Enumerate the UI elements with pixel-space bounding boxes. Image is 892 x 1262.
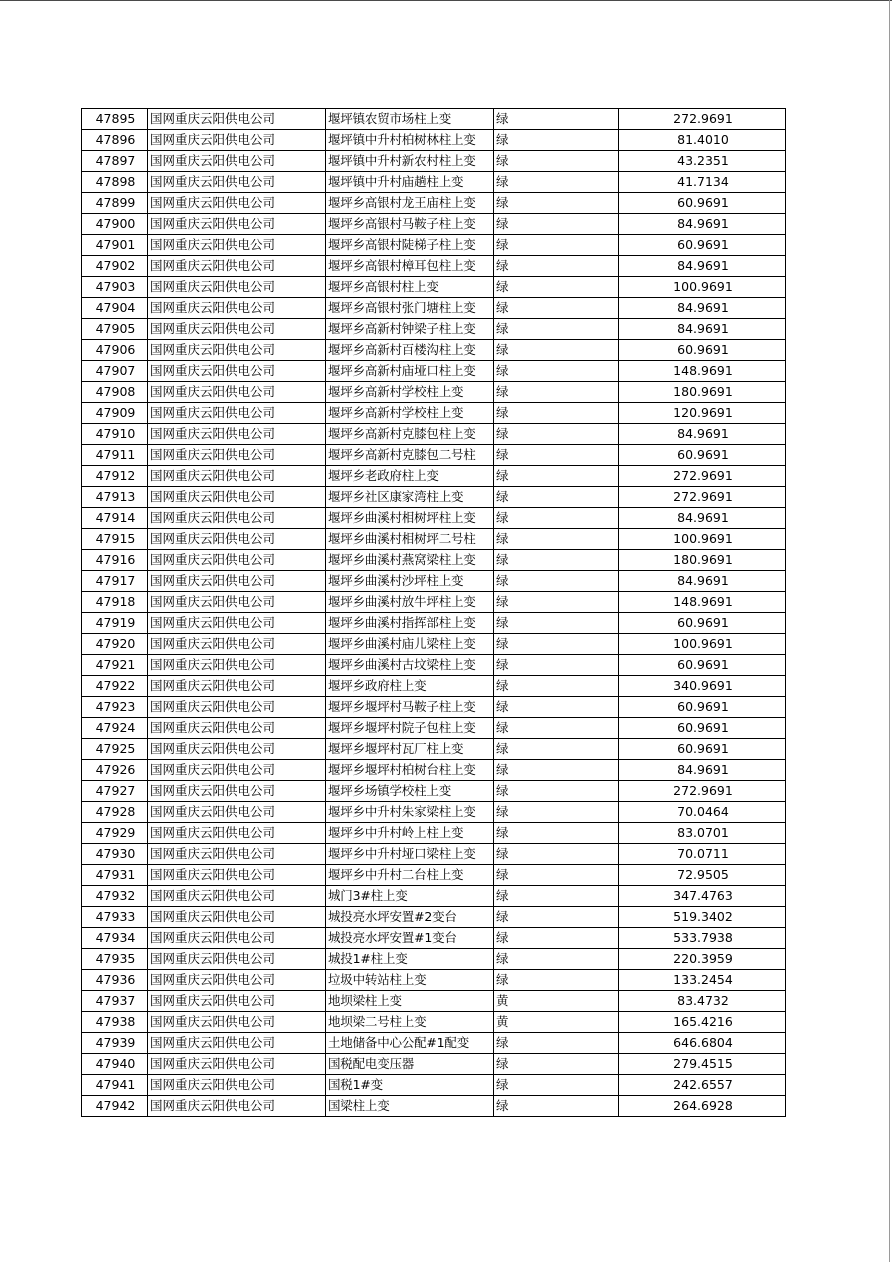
transformer-name-cell: 堰坪乡高新村钟梁子柱上变 [326,319,494,340]
transformer-name-cell: 城投亮水坪安置#1变台 [326,928,494,949]
value-cell: 60.9691 [619,739,786,760]
value-cell: 81.4010 [619,130,786,151]
company-cell: 国网重庆云阳供电公司 [148,676,326,697]
company-cell: 国网重庆云阳供电公司 [148,235,326,256]
row-id-cell: 47922 [82,676,148,697]
row-id-cell: 47896 [82,130,148,151]
table-row [82,529,786,550]
value-cell: 133.2454 [619,970,786,991]
status-cell: 绿 [494,445,619,466]
status-cell: 绿 [494,739,619,760]
row-id-cell: 47936 [82,970,148,991]
row-id-cell: 47918 [82,592,148,613]
table-row [82,760,786,781]
value-cell: 43.2351 [619,151,786,172]
value-cell: 272.9691 [619,781,786,802]
value-cell: 272.9691 [619,466,786,487]
row-id-cell: 47902 [82,256,148,277]
company-cell: 国网重庆云阳供电公司 [148,571,326,592]
value-cell: 70.0464 [619,802,786,823]
company-cell: 国网重庆云阳供电公司 [148,1033,326,1054]
value-cell: 264.6928 [619,1096,786,1117]
company-cell: 国网重庆云阳供电公司 [148,655,326,676]
value-cell: 60.9691 [619,697,786,718]
status-cell: 绿 [494,382,619,403]
value-cell: 646.6804 [619,1033,786,1054]
value-cell: 72.9505 [619,865,786,886]
row-id-cell: 47904 [82,298,148,319]
row-id-cell: 47911 [82,445,148,466]
row-id-cell: 47924 [82,718,148,739]
transformer-name-cell: 地坝梁柱上变 [326,991,494,1012]
transformer-name-cell: 堰坪乡社区康家湾柱上变 [326,487,494,508]
value-cell: 340.9691 [619,676,786,697]
table-row [82,550,786,571]
transformer-name-cell: 土地储备中心公配#1配变 [326,1033,494,1054]
company-cell: 国网重庆云阳供电公司 [148,592,326,613]
row-id-cell: 47928 [82,802,148,823]
company-cell: 国网重庆云阳供电公司 [148,403,326,424]
table-row [82,991,786,1012]
status-cell: 绿 [494,403,619,424]
company-cell: 国网重庆云阳供电公司 [148,970,326,991]
row-id-cell: 47923 [82,697,148,718]
company-cell: 国网重庆云阳供电公司 [148,739,326,760]
table-row [82,970,786,991]
row-id-cell: 47930 [82,844,148,865]
table-row [82,739,786,760]
transformer-name-cell: 堰坪乡高新村百楼沟柱上变 [326,340,494,361]
value-cell: 83.0701 [619,823,786,844]
status-cell: 绿 [494,277,619,298]
table-row [82,466,786,487]
company-cell: 国网重庆云阳供电公司 [148,529,326,550]
status-cell: 绿 [494,970,619,991]
transformer-name-cell: 堰坪乡高银村龙王庙柱上变 [326,193,494,214]
table-row [82,781,786,802]
status-cell: 黄 [494,1012,619,1033]
row-id-cell: 47906 [82,340,148,361]
company-cell: 国网重庆云阳供电公司 [148,1075,326,1096]
row-id-cell: 47916 [82,550,148,571]
company-cell: 国网重庆云阳供电公司 [148,823,326,844]
status-cell: 绿 [494,571,619,592]
company-cell: 国网重庆云阳供电公司 [148,613,326,634]
transformer-name-cell: 堰坪乡老政府柱上变 [326,466,494,487]
value-cell: 347.4763 [619,886,786,907]
value-cell: 60.9691 [619,613,786,634]
transformer-name-cell: 堰坪乡场镇学校柱上变 [326,781,494,802]
value-cell: 180.9691 [619,382,786,403]
table-row [82,907,786,928]
value-cell: 165.4216 [619,1012,786,1033]
row-id-cell: 47905 [82,319,148,340]
value-cell: 70.0711 [619,844,786,865]
company-cell: 国网重庆云阳供电公司 [148,550,326,571]
value-cell: 120.9691 [619,403,786,424]
status-cell: 绿 [494,865,619,886]
transformer-name-cell: 堰坪镇中升村柏树林柱上变 [326,130,494,151]
table-row [82,235,786,256]
company-cell: 国网重庆云阳供电公司 [148,1012,326,1033]
row-id-cell: 47942 [82,1096,148,1117]
table-row [82,193,786,214]
status-cell: 绿 [494,319,619,340]
status-cell: 绿 [494,613,619,634]
row-id-cell: 47917 [82,571,148,592]
status-cell: 绿 [494,634,619,655]
status-cell: 绿 [494,193,619,214]
company-cell: 国网重庆云阳供电公司 [148,865,326,886]
transformer-name-cell: 堰坪乡堰坪村柏树台柱上变 [326,760,494,781]
company-cell: 国网重庆云阳供电公司 [148,172,326,193]
transformer-name-cell: 城投1#柱上变 [326,949,494,970]
status-cell: 绿 [494,718,619,739]
row-id-cell: 47899 [82,193,148,214]
transformer-name-cell: 堰坪镇中升村庙趟柱上变 [326,172,494,193]
transformer-name-cell: 堰坪乡曲溪村相树坪二号柱 [326,529,494,550]
company-cell: 国网重庆云阳供电公司 [148,907,326,928]
table-row [82,592,786,613]
status-cell: 绿 [494,907,619,928]
status-cell: 黄 [494,991,619,1012]
company-cell: 国网重庆云阳供电公司 [148,697,326,718]
table-row [82,802,786,823]
table-row [82,130,786,151]
status-cell: 绿 [494,130,619,151]
status-cell: 绿 [494,340,619,361]
row-id-cell: 47898 [82,172,148,193]
table-row [82,1012,786,1033]
value-cell: 84.9691 [619,508,786,529]
row-id-cell: 47926 [82,760,148,781]
table-row [82,676,786,697]
status-cell: 绿 [494,928,619,949]
value-cell: 148.9691 [619,361,786,382]
value-cell: 100.9691 [619,634,786,655]
value-cell: 180.9691 [619,550,786,571]
transformer-name-cell: 城门3#柱上变 [326,886,494,907]
table-row [82,340,786,361]
table-row [82,487,786,508]
value-cell: 84.9691 [619,760,786,781]
table-row [82,319,786,340]
table-row [82,508,786,529]
transformer-name-cell: 国税1#变 [326,1075,494,1096]
company-cell: 国网重庆云阳供电公司 [148,109,326,130]
table-row [82,1033,786,1054]
row-id-cell: 47939 [82,1033,148,1054]
value-cell: 41.7134 [619,172,786,193]
table-row [82,151,786,172]
status-cell: 绿 [494,508,619,529]
value-cell: 60.9691 [619,718,786,739]
transformer-name-cell: 堰坪乡曲溪村放牛坪柱上变 [326,592,494,613]
table-row [82,613,786,634]
company-cell: 国网重庆云阳供电公司 [148,508,326,529]
row-id-cell: 47909 [82,403,148,424]
status-cell: 绿 [494,466,619,487]
value-cell: 220.3959 [619,949,786,970]
value-cell: 84.9691 [619,298,786,319]
transformer-name-cell: 堰坪乡中升村二台柱上变 [326,865,494,886]
company-cell: 国网重庆云阳供电公司 [148,844,326,865]
status-cell: 绿 [494,1096,619,1117]
company-cell: 国网重庆云阳供电公司 [148,151,326,172]
status-cell: 绿 [494,802,619,823]
row-id-cell: 47937 [82,991,148,1012]
company-cell: 国网重庆云阳供电公司 [148,445,326,466]
transformer-table [81,108,786,1117]
table-row [82,823,786,844]
transformer-name-cell: 堰坪乡曲溪村相树坪柱上变 [326,508,494,529]
row-id-cell: 47919 [82,613,148,634]
table-row [82,214,786,235]
value-cell: 60.9691 [619,655,786,676]
status-cell: 绿 [494,361,619,382]
status-cell: 绿 [494,235,619,256]
value-cell: 533.7938 [619,928,786,949]
transformer-name-cell: 垃圾中转站柱上变 [326,970,494,991]
status-cell: 绿 [494,781,619,802]
company-cell: 国网重庆云阳供电公司 [148,634,326,655]
value-cell: 148.9691 [619,592,786,613]
row-id-cell: 47934 [82,928,148,949]
row-id-cell: 47931 [82,865,148,886]
transformer-name-cell: 堰坪乡高新村克膝包柱上变 [326,424,494,445]
status-cell: 绿 [494,298,619,319]
value-cell: 83.4732 [619,991,786,1012]
company-cell: 国网重庆云阳供电公司 [148,256,326,277]
row-id-cell: 47941 [82,1075,148,1096]
transformer-name-cell: 堰坪乡高新村学校柱上变 [326,403,494,424]
row-id-cell: 47938 [82,1012,148,1033]
row-id-cell: 47925 [82,739,148,760]
value-cell: 100.9691 [619,529,786,550]
table-row [82,109,786,130]
value-cell: 60.9691 [619,445,786,466]
table-row [82,634,786,655]
transformer-name-cell: 堰坪镇农贸市场柱上变 [326,109,494,130]
transformer-name-cell: 堰坪乡高银村陡梯子柱上变 [326,235,494,256]
transformer-name-cell: 地坝梁二号柱上变 [326,1012,494,1033]
value-cell: 100.9691 [619,277,786,298]
value-cell: 84.9691 [619,214,786,235]
status-cell: 绿 [494,1033,619,1054]
status-cell: 绿 [494,823,619,844]
company-cell: 国网重庆云阳供电公司 [148,193,326,214]
row-id-cell: 47920 [82,634,148,655]
value-cell: 272.9691 [619,487,786,508]
row-id-cell: 47913 [82,487,148,508]
row-id-cell: 47915 [82,529,148,550]
company-cell: 国网重庆云阳供电公司 [148,718,326,739]
value-cell: 519.3402 [619,907,786,928]
transformer-name-cell: 堰坪乡堰坪村马鞍子柱上变 [326,697,494,718]
row-id-cell: 47932 [82,886,148,907]
status-cell: 绿 [494,214,619,235]
company-cell: 国网重庆云阳供电公司 [148,298,326,319]
status-cell: 绿 [494,256,619,277]
company-cell: 国网重庆云阳供电公司 [148,802,326,823]
company-cell: 国网重庆云阳供电公司 [148,1054,326,1075]
transformer-name-cell: 国梁柱上变 [326,1096,494,1117]
row-id-cell: 47907 [82,361,148,382]
row-id-cell: 47921 [82,655,148,676]
table-row [82,1054,786,1075]
value-cell: 84.9691 [619,571,786,592]
transformer-name-cell: 堰坪乡中升村岭上柱上变 [326,823,494,844]
table-row [82,277,786,298]
transformer-name-cell: 堰坪乡堰坪村院子包柱上变 [326,718,494,739]
table-row [82,403,786,424]
table-row [82,172,786,193]
table-row [82,949,786,970]
table-row [82,865,786,886]
company-cell: 国网重庆云阳供电公司 [148,277,326,298]
table-row [82,844,786,865]
company-cell: 国网重庆云阳供电公司 [148,1096,326,1117]
company-cell: 国网重庆云阳供电公司 [148,949,326,970]
status-cell: 绿 [494,109,619,130]
status-cell: 绿 [494,592,619,613]
status-cell: 绿 [494,487,619,508]
status-cell: 绿 [494,424,619,445]
company-cell: 国网重庆云阳供电公司 [148,991,326,1012]
status-cell: 绿 [494,760,619,781]
row-id-cell: 47903 [82,277,148,298]
row-id-cell: 47908 [82,382,148,403]
transformer-name-cell: 堰坪乡高银村张门塘柱上变 [326,298,494,319]
row-id-cell: 47901 [82,235,148,256]
value-cell: 60.9691 [619,340,786,361]
transformer-name-cell: 堰坪乡高新村克膝包二号柱 [326,445,494,466]
transformer-name-cell: 堰坪乡高新村学校柱上变 [326,382,494,403]
table-row [82,445,786,466]
value-cell: 60.9691 [619,193,786,214]
page-top-border [0,0,892,1]
table-row [82,886,786,907]
row-id-cell: 47895 [82,109,148,130]
status-cell: 绿 [494,844,619,865]
row-id-cell: 47900 [82,214,148,235]
transformer-name-cell: 堰坪镇中升村新农村柱上变 [326,151,494,172]
company-cell: 国网重庆云阳供电公司 [148,340,326,361]
transformer-name-cell: 城投亮水坪安置#2变台 [326,907,494,928]
value-cell: 279.4515 [619,1054,786,1075]
row-id-cell: 47929 [82,823,148,844]
table-row [82,298,786,319]
transformer-name-cell: 堰坪乡堰坪村瓦厂柱上变 [326,739,494,760]
transformer-name-cell: 堰坪乡高新村庙垭口柱上变 [326,361,494,382]
transformer-name-cell: 堰坪乡高银村柱上变 [326,277,494,298]
table-row [82,571,786,592]
status-cell: 绿 [494,655,619,676]
value-cell: 272.9691 [619,109,786,130]
table-row [82,697,786,718]
status-cell: 绿 [494,1075,619,1096]
table-row [82,655,786,676]
transformer-name-cell: 堰坪乡曲溪村庙儿梁柱上变 [326,634,494,655]
table-row [82,361,786,382]
transformer-name-cell: 堰坪乡曲溪村古坟梁柱上变 [326,655,494,676]
table-row [82,256,786,277]
value-cell: 60.9691 [619,235,786,256]
value-cell: 84.9691 [619,319,786,340]
company-cell: 国网重庆云阳供电公司 [148,487,326,508]
status-cell: 绿 [494,151,619,172]
transformer-name-cell: 堰坪乡高银村樟耳包柱上变 [326,256,494,277]
status-cell: 绿 [494,172,619,193]
row-id-cell: 47940 [82,1054,148,1075]
table-row [82,718,786,739]
value-cell: 84.9691 [619,256,786,277]
transformer-name-cell: 堰坪乡中升村朱家梁柱上变 [326,802,494,823]
status-cell: 绿 [494,949,619,970]
status-cell: 绿 [494,886,619,907]
company-cell: 国网重庆云阳供电公司 [148,130,326,151]
row-id-cell: 47910 [82,424,148,445]
transformer-name-cell: 堰坪乡中升村垭口梁柱上变 [326,844,494,865]
row-id-cell: 47935 [82,949,148,970]
company-cell: 国网重庆云阳供电公司 [148,928,326,949]
company-cell: 国网重庆云阳供电公司 [148,319,326,340]
row-id-cell: 47897 [82,151,148,172]
table-row [82,928,786,949]
company-cell: 国网重庆云阳供电公司 [148,361,326,382]
company-cell: 国网重庆云阳供电公司 [148,424,326,445]
transformer-name-cell: 国税配电变压器 [326,1054,494,1075]
transformer-name-cell: 堰坪乡曲溪村指挥部柱上变 [326,613,494,634]
transformer-name-cell: 堰坪乡曲溪村燕窝梁柱上变 [326,550,494,571]
status-cell: 绿 [494,529,619,550]
company-cell: 国网重庆云阳供电公司 [148,760,326,781]
table-row [82,424,786,445]
table-row [82,1096,786,1117]
company-cell: 国网重庆云阳供电公司 [148,214,326,235]
transformer-name-cell: 堰坪乡高银村马鞍子柱上变 [326,214,494,235]
status-cell: 绿 [494,550,619,571]
table-row [82,1075,786,1096]
table-row [82,382,786,403]
row-id-cell: 47912 [82,466,148,487]
transformer-name-cell: 堰坪乡曲溪村沙坪柱上变 [326,571,494,592]
company-cell: 国网重庆云阳供电公司 [148,886,326,907]
transformer-name-cell: 堰坪乡政府柱上变 [326,676,494,697]
row-id-cell: 47933 [82,907,148,928]
status-cell: 绿 [494,1054,619,1075]
value-cell: 84.9691 [619,424,786,445]
table-body [82,109,786,1117]
company-cell: 国网重庆云阳供电公司 [148,781,326,802]
company-cell: 国网重庆云阳供电公司 [148,466,326,487]
page-right-border [889,0,890,1262]
row-id-cell: 47927 [82,781,148,802]
status-cell: 绿 [494,676,619,697]
value-cell: 242.6557 [619,1075,786,1096]
status-cell: 绿 [494,697,619,718]
company-cell: 国网重庆云阳供电公司 [148,382,326,403]
row-id-cell: 47914 [82,508,148,529]
